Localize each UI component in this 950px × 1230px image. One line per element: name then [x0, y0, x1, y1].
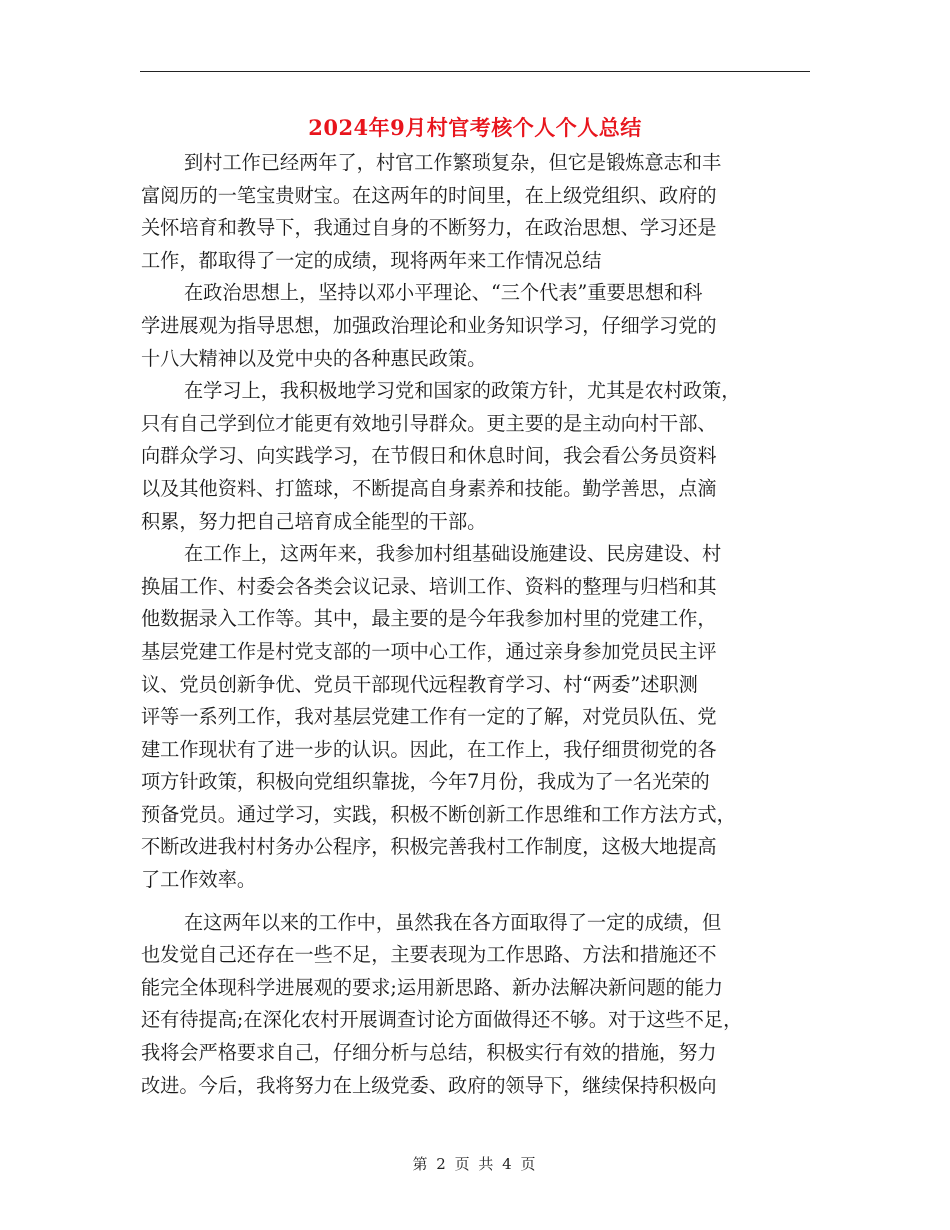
text-line: 了工作效率。 — [141, 868, 257, 892]
text-line: 向群众学习、向实践学习，在节假日和休息时间，我会看公务员资料 — [141, 444, 717, 468]
text-line: 评等一系列工作，我对基层党建工作有一定的了解，对党员队伍、党 — [141, 705, 717, 729]
text-line: 建工作现状有了进一步的认识。因此，在工作上，我仔细贯彻党的各 — [141, 737, 717, 761]
text-line: 十八大精神以及党中央的各种惠民政策。 — [141, 346, 487, 370]
text-line: 学进展观为指导思想，加强政治理论和业务知识学习，仔细学习党的 — [141, 313, 717, 337]
text-line: 在这两年以来的工作中，虽然我在各方面取得了一定的成绩，但 — [184, 910, 722, 934]
page-footer: 第 2 页 共 4 页 — [412, 1155, 538, 1173]
text-line: 议、党员创新争优、党员干部现代远程教育学习、村“两委”述职测 — [141, 672, 698, 696]
text-line: 还有待提高;在深化农村开展调查讨论方面做得还不够。对于这些不足， — [141, 1008, 743, 1032]
text-line: 不断改进我村村务办公程序，积极完善我村工作制度，这极大地提高 — [141, 835, 717, 859]
paragraph — [141, 375, 813, 538]
paragraph — [141, 907, 813, 1103]
text-line: 富阅历的一笔宝贵财宝。在这两年的时间里，在上级党组织、政府的 — [141, 183, 717, 207]
paragraph-gap — [141, 897, 813, 907]
text-line: 关怀培育和教导下，我通过自身的不断努力，在政治思想、学习还是 — [141, 216, 717, 240]
header-rule — [140, 71, 810, 72]
text-line: 积累，努力把自己培育成全能型的干部。 — [141, 509, 487, 533]
text-line: 在工作上，这两年来，我参加村组基础设施建设、民房建设、村 — [184, 542, 722, 566]
text-line: 只有自己学到位才能更有效地引导群众。更主要的是主动向村干部、 — [141, 411, 717, 435]
text-line: 以及其他资料、打篮球，不断提高自身素养和技能。勤学善思，点滴 — [141, 476, 717, 500]
text-line: 也发觉自己还存在一些不足，主要表现为工作思路、方法和措施还不 — [141, 943, 717, 967]
text-line: 工作，都取得了一定的成绩，现将两年来工作情况总结 — [141, 248, 602, 272]
text-line: 项方针政策，积极向党组织靠拢，今年7月份，我成为了一名光荣的 — [141, 770, 710, 794]
text-line: 换届工作、村委会各类会议记录、培训工作、资料的整理与归档和其 — [141, 574, 717, 598]
text-line: 在学习上，我积极地学习党和国家的政策方针，尤其是农村政策， — [184, 379, 741, 403]
text-line: 在政治思想上，坚持以邓小平理论、“三个代表”重要思想和科 — [184, 281, 703, 305]
text-line: 他数据录入工作等。其中，最主要的是今年我参加村里的党建工作， — [141, 607, 717, 631]
document-body — [141, 147, 813, 1102]
text-line: 到村工作已经两年了，村官工作繁琐复杂，但它是锻炼意志和丰 — [184, 151, 722, 174]
paragraph — [141, 147, 813, 277]
text-line: 预备党员。通过学习，实践，积极不断创新工作思维和工作方法方式， — [141, 802, 736, 826]
text-line: 改进。今后，我将努力在上级党委、政府的领导下，继续保持积极向 — [141, 1073, 717, 1097]
document-title: 2024年9月村官考核个人个人总结 — [308, 115, 642, 140]
text-line: 能完全体现科学进展观的要求;运用新思路、新办法解决新问题的能力 — [141, 975, 724, 999]
text-line: 基层党建工作是村党支部的一项中心工作，通过亲身参加党员民主评 — [141, 639, 717, 663]
text-line: 我将会严格要求自己，仔细分析与总结，积极实行有效的措施，努力 — [141, 1041, 717, 1065]
paragraph — [141, 538, 813, 897]
paragraph — [141, 277, 813, 375]
